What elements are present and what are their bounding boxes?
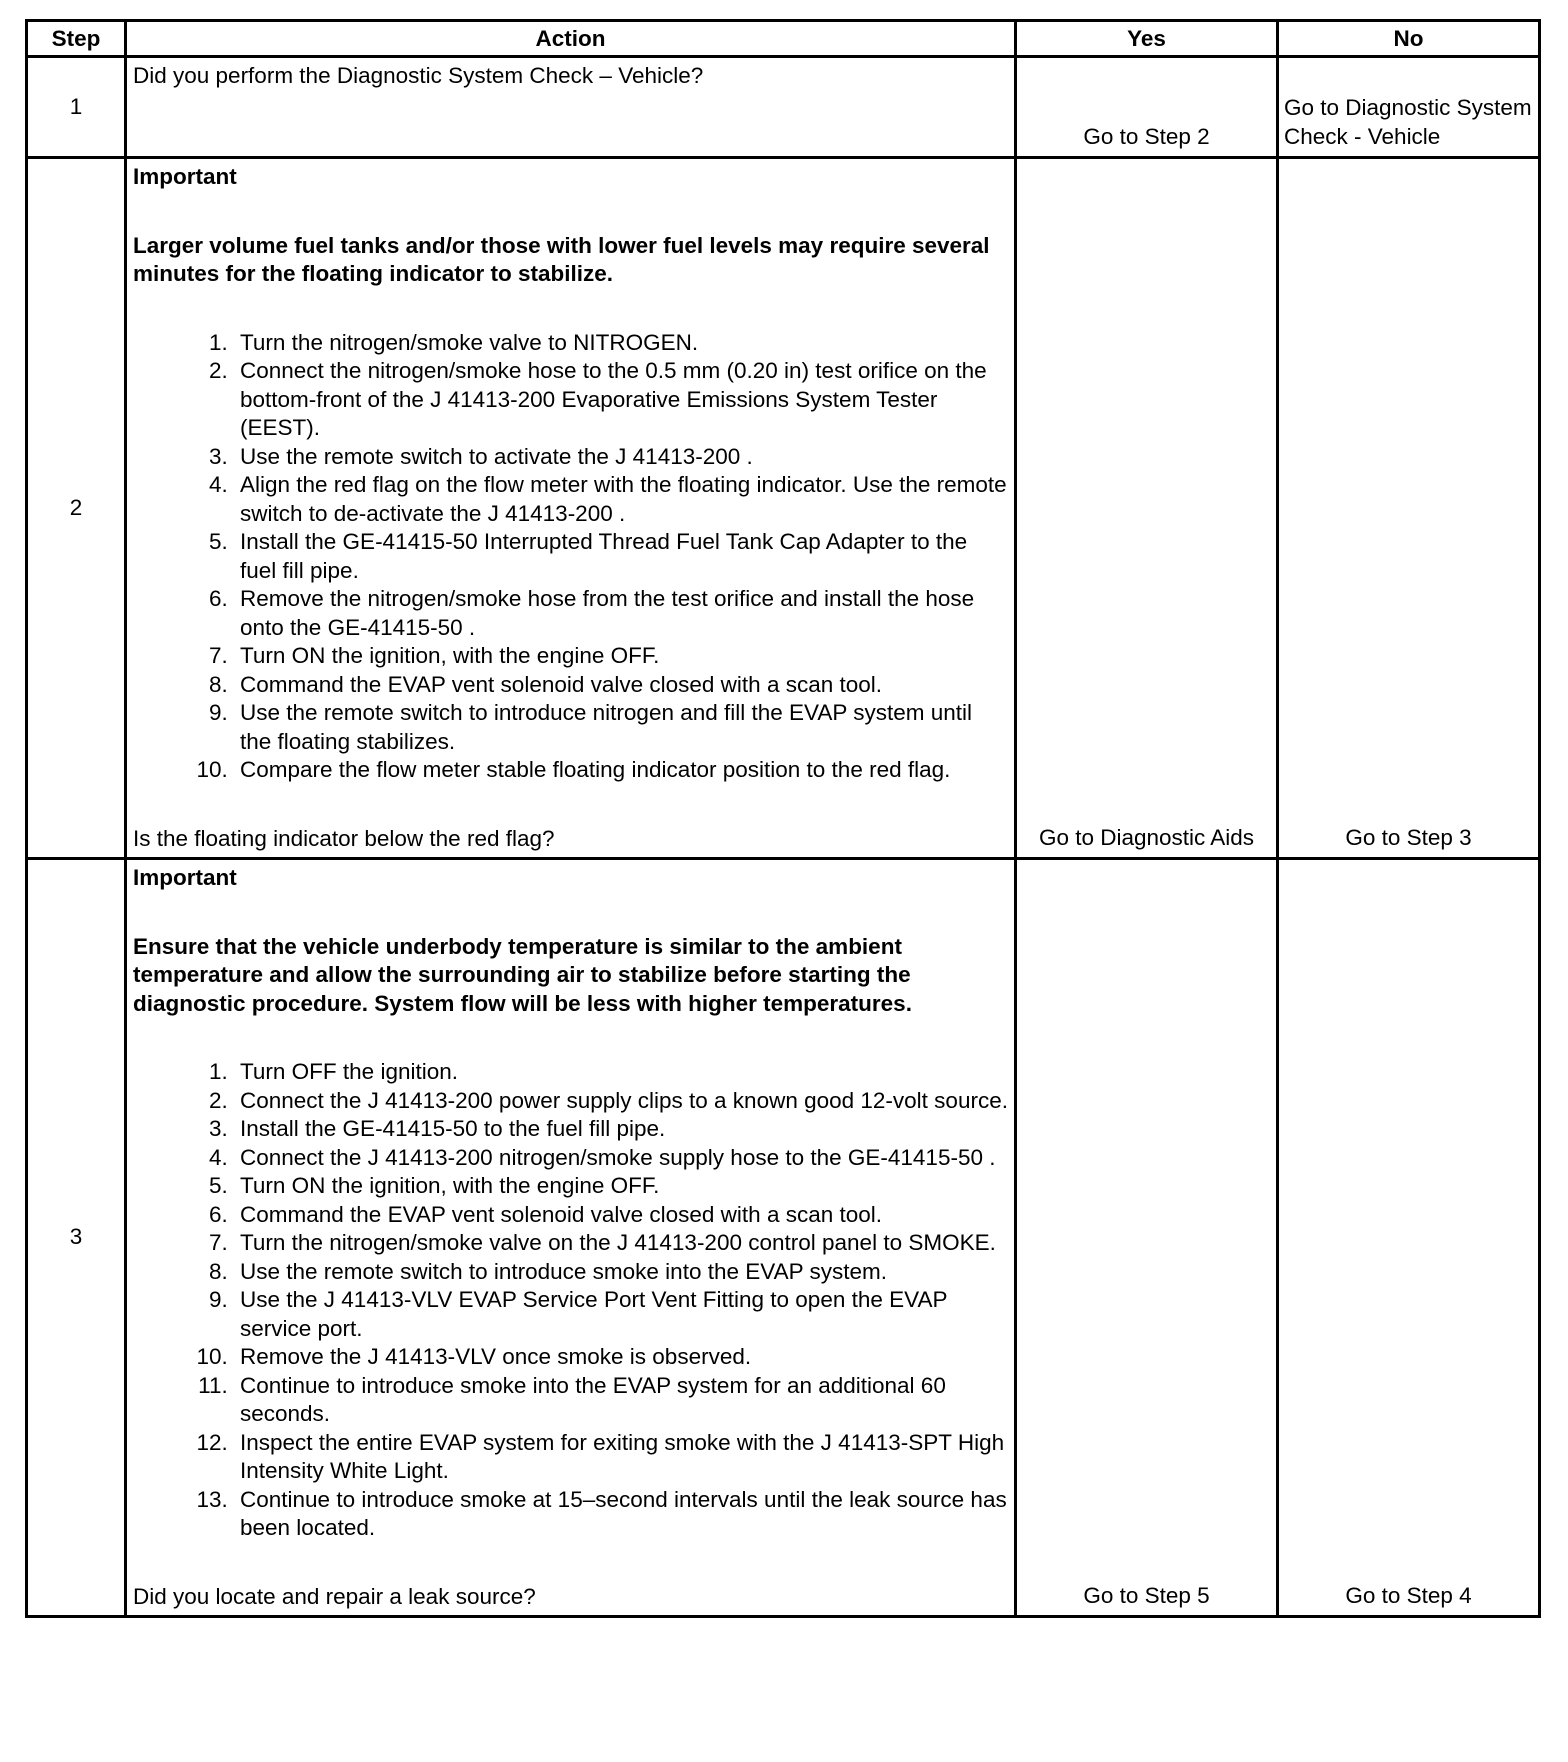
instruction-item: 9. Use the J 41413-VLV EVAP Service Port Vent Fitting to open the EVAP service port.	[234, 1286, 1008, 1343]
step-question: Did you perform the Diagnostic System Check – Vehicle?	[133, 63, 704, 88]
instruction-item: 9. Use the remote switch to introduce nitrogen and fill the EVAP system until the floating stabilizes.	[234, 699, 1008, 756]
instruction-item: 6. Command the EVAP vent solenoid valve closed with a scan tool.	[234, 1201, 1008, 1230]
header-yes: Yes	[1016, 21, 1278, 57]
instruction-item: 2. Connect the nitrogen/smoke hose to the 0.5 mm (0.20 in) test orifice on the bottom-front of the J 41413-200 Evaporative Emissions System Tester (EEST).	[234, 357, 1008, 443]
table-header-row	[27, 21, 1540, 57]
instruction-item: 3. Install the GE-41415-50 to the fuel fill pipe.	[234, 1115, 1008, 1144]
table-row-step-1	[27, 57, 1540, 158]
header-step: Step	[27, 21, 126, 57]
action-cell	[126, 57, 1016, 158]
action-cell	[126, 158, 1016, 859]
action-cell	[126, 859, 1016, 1617]
instruction-item: 10. Compare the flow meter stable floating indicator position to the red flag.	[234, 756, 1008, 785]
instruction-item: 11. Continue to introduce smoke into the EVAP system for an additional 60 seconds.	[234, 1372, 1008, 1429]
instruction-item: 1. Turn the nitrogen/smoke valve to NITROGEN.	[234, 329, 1008, 358]
table-row-step-3	[27, 859, 1540, 1617]
no-outcome: Go to Step 4	[1278, 859, 1540, 1617]
important-label: Important	[133, 164, 237, 189]
instruction-item: 8. Use the remote switch to introduce smoke into the EVAP system.	[234, 1258, 1008, 1287]
important-label: Important	[133, 865, 237, 890]
instruction-item: 3. Use the remote switch to activate the J 41413-200 .	[234, 443, 1008, 472]
yes-outcome: Go to Diagnostic Aids	[1016, 158, 1278, 859]
instruction-item: 2. Connect the J 41413-200 power supply clips to a known good 12-volt source.	[234, 1087, 1008, 1116]
important-note: Ensure that the vehicle underbody temperature is similar to the ambient temperature and allow the surrounding air to stabilize before starting the diagnostic procedure. System flow will be less with higher temperatures.	[133, 933, 912, 1016]
header-no: No	[1278, 21, 1540, 57]
yes-outcome: Go to Step 2	[1016, 57, 1278, 158]
instruction-item: 5. Install the GE-41415-50 Interrupted Thread Fuel Tank Cap Adapter to the fuel fill pipe.	[234, 528, 1008, 585]
instruction-item: 13. Continue to introduce smoke at 15–second intervals until the leak source has been located.	[234, 1486, 1008, 1543]
table-row-step-2	[27, 158, 1540, 859]
instruction-item: 5. Turn ON the ignition, with the engine OFF.	[234, 1172, 1008, 1201]
step-question: Is the floating indicator below the red flag?	[133, 825, 555, 851]
instruction-item: 6. Remove the nitrogen/smoke hose from the test orifice and install the hose onto the GE-41415-50 .	[234, 585, 1008, 642]
step-number: 2	[27, 158, 126, 859]
instruction-item: 4. Align the red flag on the flow meter with the floating indicator. Use the remote switch to de-activate the J 41413-200 .	[234, 471, 1008, 528]
step-number: 1	[27, 57, 126, 158]
instruction-list	[133, 329, 1008, 785]
no-outcome: Go to Diagnostic System Check - Vehicle	[1278, 57, 1540, 158]
step-number: 3	[27, 859, 126, 1617]
instruction-list	[133, 1058, 1008, 1543]
instruction-item: 12. Inspect the entire EVAP system for exiting smoke with the J 41413-SPT High Intensity White Light.	[234, 1429, 1008, 1486]
instruction-item: 8. Command the EVAP vent solenoid valve closed with a scan tool.	[234, 671, 1008, 700]
instruction-item: 7. Turn ON the ignition, with the engine OFF.	[234, 642, 1008, 671]
diagnostic-table	[25, 19, 1541, 1618]
instruction-item: 1. Turn OFF the ignition.	[234, 1058, 1008, 1087]
yes-outcome: Go to Step 5	[1016, 859, 1278, 1617]
instruction-item: 10. Remove the J 41413-VLV once smoke is observed.	[234, 1343, 1008, 1372]
instruction-item: 4. Connect the J 41413-200 nitrogen/smoke supply hose to the GE-41415-50 .	[234, 1144, 1008, 1173]
instruction-item: 7. Turn the nitrogen/smoke valve on the J 41413-200 control panel to SMOKE.	[234, 1229, 1008, 1258]
step-question: Did you locate and repair a leak source?	[133, 1583, 536, 1609]
no-outcome: Go to Step 3	[1278, 158, 1540, 859]
header-action: Action	[126, 21, 1016, 57]
important-note: Larger volume fuel tanks and/or those with lower fuel levels may require several minutes for the floating indicator to stabilize.	[133, 232, 990, 286]
